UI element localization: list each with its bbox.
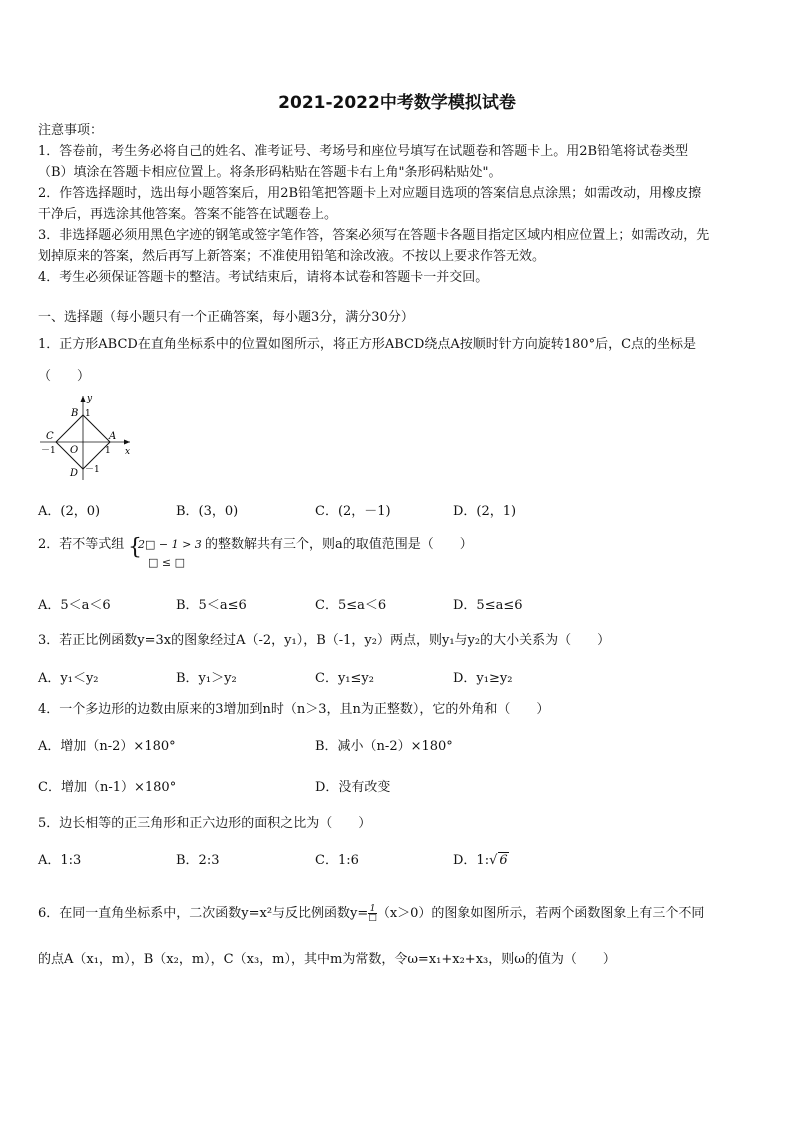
q6-stem-part1: 6．在同一直角坐标系中，二次函数y=x²与反比例函数y= <box>38 906 369 921</box>
q2-system-line1: 2□ − 1 > 3 <box>138 538 202 551</box>
q1-figure <box>38 392 138 482</box>
notes-line: 2．作答选择题时，选出每小题答案后，用2B铅笔把答题卡上对应题目选项的答案信息点涂黑；如需改动，用橡皮擦 <box>38 186 702 201</box>
q2-suffix: 的整数解共有三个，则a的取值范围是（ ） <box>205 537 473 552</box>
q5-option-d-label: D．1: <box>453 853 490 868</box>
q3-stem: 3．若正比例函数y=3x的图象经过A（-2，y₁），B（-1，y₂）两点，则y₁与y₂的大小关系为（ ） <box>38 633 611 648</box>
page-title: 2021-2022中考数学模拟试卷 <box>278 93 516 113</box>
q2-prefix: 2．若不等式组 <box>38 537 125 552</box>
q2-system-line2: □ ≤ □ <box>148 556 185 569</box>
q4-option-b: B．减小（n-2）×180° <box>315 739 453 754</box>
q6-stem-line2: 的点A（x₁，m），B（x₂，m），C（x₃，m），其中m为常数，令ω=x₁+x₂+x₃，则ω的值为（ ） <box>38 952 616 967</box>
fig-label-O: O <box>70 445 79 456</box>
q6-fraction-num: 1 <box>369 904 376 914</box>
fig-label-C: C <box>46 431 54 442</box>
q5-option-b: B．2:3 <box>176 853 220 868</box>
q1-option-d: D．(2，1) <box>453 504 517 519</box>
notes-line: 干净后，再选涂其他答案。答案不能答在试题卷上。 <box>38 207 338 222</box>
q3-option-b: B．y₁＞y₂ <box>176 671 237 686</box>
q3-option-d: D．y₁≥y₂ <box>453 671 513 686</box>
q1-option-a: A．(2，0) <box>38 504 101 519</box>
q5-option-d <box>453 849 509 868</box>
fig-label-neg1: －1 <box>41 446 56 456</box>
q6-fraction <box>368 905 377 922</box>
notes-line: （B）填涂在答题卡相应位置上。将条形码粘贴在答题卡右上角"条形码粘贴处"。 <box>38 165 502 180</box>
q4-option-d: D．没有改变 <box>315 780 391 795</box>
fig-label-B: B <box>71 408 79 419</box>
q1-option-b: B．(3，0) <box>176 504 239 519</box>
fig-label-x: x <box>125 447 131 457</box>
q2-option-c: C．5≤a＜6 <box>315 598 387 613</box>
q5-option-c: C．1:6 <box>315 853 359 868</box>
notes-line: 1．答卷前，考生务必将自己的姓名、准考证号、考场号和座位号填写在试题卷和答题卡上。用2B铅笔将试卷类型 <box>38 144 689 159</box>
q6-stem-line1 <box>38 902 704 922</box>
q1-blank: （ ） <box>38 369 91 384</box>
notes-heading: 注意事项： <box>38 123 104 138</box>
q3-option-a: A．y₁＜y₂ <box>38 671 99 686</box>
q2-option-b: B．5＜a≤6 <box>176 598 247 613</box>
q4-option-a: A．增加（n-2）×180° <box>38 739 176 754</box>
fig-label-one-top: 1 <box>85 409 91 419</box>
q3-option-c: C．y₁≤y₂ <box>315 671 374 686</box>
fig-label-y: y <box>87 394 93 404</box>
q2-option-d: D．5≤a≤6 <box>453 598 523 613</box>
q5-stem: 5．边长相等的正三角形和正六边形的面积之比为（ ） <box>38 816 372 831</box>
q6-fraction-den: □ <box>368 913 377 923</box>
q1-option-c: C．(2，－1) <box>315 504 391 519</box>
notes-line: 3．非选择题必须用黑色字迹的钢笔或签字笔作答，答案必须写在答题卡各题目指定区域内相应位置上；如需改动，先 <box>38 228 710 243</box>
brace-icon: { <box>128 535 142 560</box>
q6-stem-part2: （x＞0）的图象如图所示，若两个函数图象上有三个不同 <box>376 906 705 921</box>
notes-line: 4．考生必须保证答题卡的整洁。考试结束后，请将本试卷和答题卡一并交回。 <box>38 270 489 285</box>
notes-block <box>38 120 762 288</box>
section-heading: 一、选择题（每小题只有一个正确答案，每小题3分，满分30分） <box>38 310 414 325</box>
q1-stem: 1．正方形ABCD在直角坐标系中的位置如图所示，将正方形ABCD绕点A按顺时针方向旋转180°后，C点的坐标是 <box>38 337 697 352</box>
q5-option-d-radicand: 6 <box>499 853 508 868</box>
sqrt-icon: √ <box>489 853 498 868</box>
notes-line: 划掉原来的答案，然后再写上新答案；不准使用铅笔和涂改液。不按以上要求作答无效。 <box>38 249 546 264</box>
q4-stem: 4．一个多边形的边数由原来的3增加到n时（n＞3，且n为正整数），它的外角和（ ） <box>38 702 550 717</box>
fig-label-one-right: 1 <box>105 446 111 456</box>
q4-option-c: C．增加（n-1）×180° <box>38 780 177 795</box>
q5-option-a: A．1:3 <box>38 853 82 868</box>
fig-label-A: A <box>109 431 117 442</box>
fig-label-D: D <box>70 468 79 479</box>
q2-option-a: A．5＜a＜6 <box>38 598 111 613</box>
fig-label-neg1-bottom: －1 <box>85 465 100 475</box>
